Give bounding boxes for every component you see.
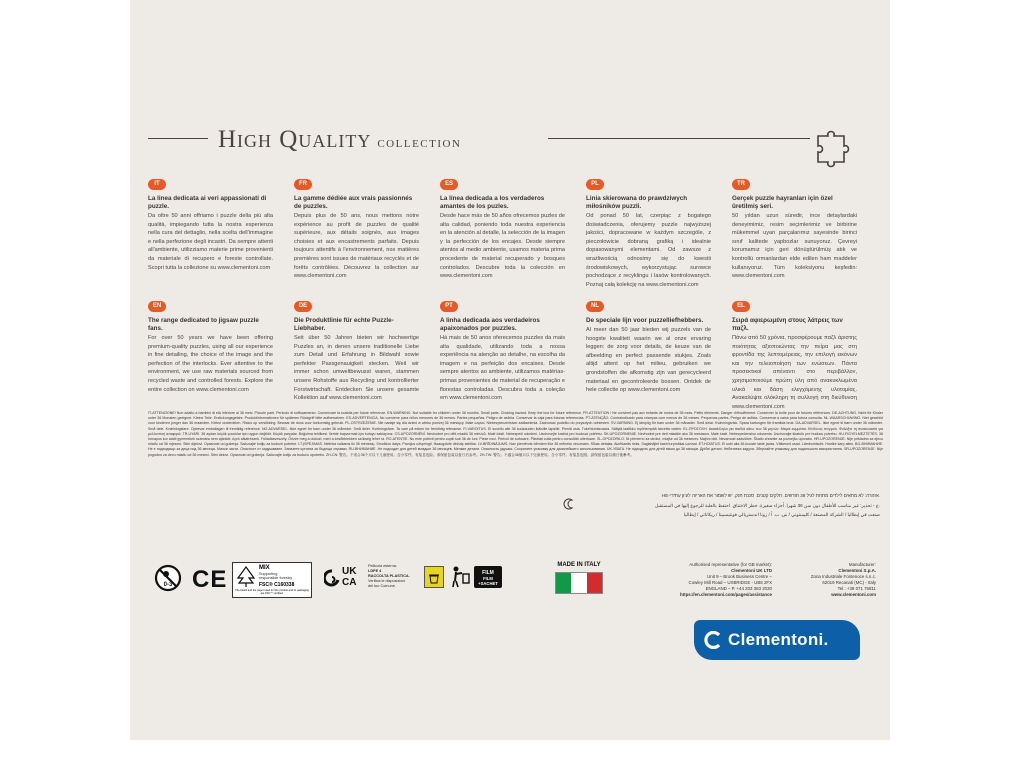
lang-column-el — [732, 294, 857, 411]
lang-body: Al meer dan 50 jaar bieden wij puzzels van de hoogste kwaliteit waarin we al onze ervaring leggen: de zorg voor details, de keuze van de afbeelding en perfect passende stukjes. Zoals altijd attent op het milieu, gebruiken we grondstoffen die afkomstig zijn van gerecycleerd materiaal en gecontroleerde bossen. Ontdek de hele collectie op www.clementoni.com — [586, 327, 711, 394]
lang-body: Há mais de 50 anos oferecemos puzzles da mais alta qualidade, utilizando toda a nossa experiência na atenção ao detalhe, na escolha da imagem e na perfeição dos encaixes. Desde sempre atentos ao ambiente, utilizamos matérias-primas provenientes de material de recuperação e florestas controladas. Descubra toda a coleção em www.clementoni.com — [440, 335, 565, 402]
fsc-line2: responsible forestry — [259, 576, 293, 580]
lang-footer: διεύθυνση www.clementoni.com — [732, 395, 857, 410]
lang-column-tr — [732, 172, 857, 281]
safety-warning-he: HE-אזהרה: לא מתאים לילדים מתחת לגיל 36 חודשים. חלקים קטנים. סכנת חנק. יש לשמור את האריזה לעיון עתידי. — [661, 493, 880, 498]
lang-badge: ES — [440, 179, 458, 190]
lang-footer: gesamte Kollektion auf www.clementoni.com — [294, 386, 419, 402]
lang-heading: La linea dedicata ai veri appassionati di puzzle. — [148, 195, 267, 210]
lang-heading: Gerçek puzzle hayranları için özel üretilmiş seri. — [732, 195, 833, 210]
collection-title — [218, 126, 461, 154]
header-rule-left — [148, 138, 208, 139]
lang-column-de — [294, 294, 419, 403]
rep-line: ENGLAND – P. +44 203 383 2020 — [705, 586, 772, 591]
lang-heading: Σειρά αφιερωμένη στους λάτρεις των παζλ. — [732, 317, 843, 332]
gb-representative — [672, 562, 772, 598]
clementoni-c-icon — [704, 631, 722, 649]
lang-heading: De speciale lijn voor puzzelliefhebbers. — [586, 317, 704, 324]
title-main: High Quality — [218, 126, 372, 153]
made-in-label: MADE IN ITALY — [557, 562, 601, 568]
fsc-title: MIX — [259, 565, 270, 571]
plastic-disposal-note: Pellicola esterna: LDPE 4 RACCOLTA PLASTICA. Verifica le disposizioni del tuo Comune. — [368, 564, 410, 588]
lang-heading: Die Produktlinie für echte Puzzle-Liebhaber. — [294, 317, 394, 332]
lang-footer: Tüm koleksiyonu keşfedin: www.clementoni.com — [732, 264, 858, 280]
lang-column-it — [148, 172, 273, 272]
rep-url: https://en.clementoni.com/pages/assistance — [680, 592, 772, 597]
certification-logos — [154, 562, 614, 598]
rep-line: Cowley Mill Road – UXBRIDGE - UB8 2FX — [688, 580, 772, 585]
lang-footer: Descubra toda a coleção em www.clementoni.com — [440, 386, 565, 402]
lang-body: 50 yıldan uzun süredir, ince detaylardaki deneyimimiz, resim seçimlerimiz ve birbirine mükemmel uyan parçalarımız sayesinde birinci sınıf kalitede yapbozlar sunuyoruz. Çevreyi korumamız için geri dönüştürülmüş atık ve kontrollü ormanlardan elde edilen ham maddeler kullanıyoruz. Tüm koleksiyonu keşfedin: www.clementoni.com — [732, 213, 858, 280]
lang-footer: www.clementoni.com — [627, 387, 681, 394]
lang-heading: La gamme dédiée aux vrais passionnés de puzzles. — [294, 195, 413, 210]
ukca-line1: UK — [342, 566, 357, 577]
ukca-mark — [342, 566, 356, 588]
rep-title: Authorised representative (for GB market): — [689, 562, 772, 567]
fsc-line1: Supporting — [259, 572, 278, 576]
crescent-mark-icon — [563, 498, 575, 510]
mfr-line: Clementoni S.p.A. — [838, 568, 876, 573]
manufacturer-ar: صنعت في إيطاليا / الشركة المصنعة / كليمنتوني / س. ب. أ / زونا اندستريالي فونتيسبينا / ريكاناتي / إيطاليا — [683, 512, 880, 517]
header-rule-right — [548, 138, 810, 139]
lang-badge: DE — [294, 301, 312, 312]
lang-heading: Linia skierowana do prawdziwych miłośników puzzli. — [586, 195, 688, 210]
mfr-line: Zona Industriale Fontenoce s.n.c. — [810, 574, 876, 579]
lang-column-en — [148, 294, 273, 394]
lang-footer: Scopri tutta la collezione su www.clementoni.com — [148, 264, 271, 271]
puzzle-piece-icon — [810, 124, 860, 174]
lang-badge: TR — [732, 179, 750, 190]
lang-heading: La línea dedicada a los verdaderos amantes de los puzles. — [440, 195, 545, 210]
lang-heading: The range dedicated to jigsaw puzzle fans. — [148, 317, 259, 332]
rep-line: Unit 9 – Brook Business Centre – — [707, 574, 772, 579]
lang-column-es — [440, 172, 565, 281]
recycle-loop-icon — [324, 568, 340, 590]
lang-heading: A linha dedicada aos verdadeiros apaixonados por puzzles. — [440, 317, 540, 332]
recycling-bin-icon — [424, 566, 444, 588]
made-in-italy — [548, 562, 610, 594]
lang-column-nl — [586, 294, 711, 395]
lang-column-pl — [586, 172, 711, 289]
lang-badge: PT — [440, 301, 458, 312]
lang-badge: IT — [148, 179, 166, 190]
age-warning-icon — [154, 564, 182, 592]
lang-body: For over 50 years we have been offering premium-quality puzzles, using all our experience in fine detailing, the choice of the image and the perfection of the interlocks. Ever attentive to the environment, we use raw materials sourced from recycled waste and controlled forests. Explore the entire collection on www.clementoni.com — [148, 335, 273, 393]
fsc-tree-icon — [236, 566, 256, 588]
brand-name: Clementoni. — [728, 630, 829, 649]
mfr-title: Manufacturer: — [848, 562, 876, 567]
mfr-line: 62019 Recanati (MC) - Italy — [822, 580, 876, 585]
lang-badge: FR — [294, 179, 312, 190]
lang-badge: NL — [586, 301, 604, 312]
title-sub: collection — [377, 134, 462, 151]
rep-line: Clementoni UK LTD — [731, 568, 772, 573]
mfr-line: Tel.: +39 071 75811 — [837, 586, 876, 591]
svg-text:0-3: 0-3 — [163, 582, 173, 588]
lang-footer: Descubre toda la colección en www.clementoni.com — [440, 264, 565, 280]
lang-body: Da oltre 50 anni offriamo i puzzle della più alta qualità, impiegando tutta la nostra esperienza nella cura del dettaglio, nella scelta dell'immagine e nella perfezione degli incastri. Da sempre attenti all'ambiente, utilizziamo materie prime provenienti da materiale di recupero e foreste controllate. Scopri tutta la collezione su www.clementoni.com — [148, 213, 273, 271]
fsc-note: The board and the paper used for this product and its packaging are FSC™ certified. — [235, 589, 309, 596]
person-bin-icon — [450, 565, 472, 589]
film-sachet-badge — [474, 566, 502, 588]
lang-column-fr — [294, 172, 419, 281]
manufacturer-info — [780, 562, 876, 598]
lang-badge: EL — [732, 301, 750, 312]
mfr-url: www.clementoni.com — [831, 592, 876, 597]
safety-warnings: IT-ATTENZIONE! Non adatto a bambini di età inferiore ai 36 mesi. Piccole parti. Pericolo di soffocamento. Conservare la scatola per future referenze. EN-WARNING. Not suitable for children under 36 months. Small parts. Choking hazard. Keep the box for future reference. FR-ATTENTION ! Ne convient pas aux enfants de moins de 36 mois. Petits éléments. Danger d'étouffement. Conserver la boîte pour de futures références. DE-ACHTUNG. Nicht für Kinder unter 36 Monaten geeignet. Kleine Teile. Erstickungsgefahr. Produktinformationen für späteren Rückgriff bitte aufbewahren. ES-ADVERTENCIA. No conviene para niños menores de 36 meses. Partes pequeñas. Peligro de asfixia. Conservar la caja para futuras referencias. PT-ATENÇÃO. Contraindicado para crianças com menos de 36 meses. Pequenas partes. Perigo de asfixia. Conservar a caixa para futura consulta. NL-WAARSCHUWING. Niet geschikt voor kinderen jonger dan 36 maanden. Kleine onderdelen. Risico op verstikking. Bewaar de doos voor toekomstig gebruik. PL-OSTRZEŻENIE. Nie nadaje się dla dzieci w wieku poniżej 36 miesięcy. Małe części. Niebezpieczeństwo zadławienia. Zachować pudełko do przyszłych odniesień. SV-VARNING. Ej lämplig för barn under 36 månader. Små delar. Kvävningsrisk. Spara kartongen för framtida bruk. DA-ADVARSEL. Ikke egnet til børn under 36 måneder. Små dele. Kvælningsfare. Opbevar emballagen til fremtidig reference. NO-ADVARSEL. Ikke egnet for barn under 36 måneder. Små deler. Kvelningsfare. Ta vare på esken for fremtidig referanse. FI-VAROITUS. Ei sovellu alle 36 kuukauden ikäisille lapsille. Pieniä osia. Tukehtumisvaara. Säilytä laatikko myöhempää tarvetta varten. EL-ΠΡΟΣΟΧΗ. Ακατάλληλο για παιδιά κάτω των 36 μηνών. Μικρά κομμάτια. Κίνδυνος πνιγμού. Φυλάξτε τη συσκευασία για μελλοντική αναφορά. TR-UYARI. 36 aydan küçük çocuklar için uygun değildir. Küçük parçalar. Boğulma tehlikesi. İleride başvurmak için kutuyu saklayınız. CS-UPOZORNĚNÍ. Nevhodné pro děti mladší 36 měsíců. Malé části. Nebezpečí udušení. Uschovejte krabici pro budoucí potřebu. SK-UPOZORNENIE. Nevhodné pre deti mladšie ako 36 mesiacov. Malé časti. Nebezpečenstvo udusenia. Uschovajte škatuľu pre budúcu potrebu. HU-FIGYELMEZTETÉS. 36 hónapos kor alatti gyermekek számára nem ajánlott. Apró alkatrészek. Fulladásveszély. Őrizze meg a dobozt, mert a későbbiekben szükség lehet rá. RO-ATENȚIE. Nu este potrivit pentru copiii sub 36 de luni. Piese mici. Pericol de sufocare. Păstrați cutia pentru consultări ulterioare. SL-OPOZORILO. Ni primerno za otroke, mlajše od 36 mesecev. Majhni deli. Nevarnost zadušitve. Škatlo shranite za poznejšo uporabo. HR-UPOZORENJE. Nije prikladno za djecu mlađu od 36 mjeseci. Sitni dijelovi. Opasnost od gušenja. Sačuvajte kutiju za buduće potrebe. LT-ĮSPĖJIMAS. Netinka vaikams iki 36 mėnesių. Smulkios dalys. Pavojus užspringti. Išsaugokite dėžutę ateičiai. LV-BRĪDINĀJUMS. Nav piemērots bērniem līdz 36 mēnešu vecumam. Sīkas detaļas. Aizrīšanās risks. Saglabājiet kasti turpmākai uzziņai. ET-HOIATUS. Ei sobi alla 36-kuuste laste jaoks. Väikesed osad. Lämbumisoht. Hoidke karp alles. BG-ВНИМАНИЕ. Не е подходящо за деца под 36 месеца. Малки части. Опасност от задушаване. Запазете кутията за бъдещи справки. RU-ВНИМАНИЕ. Не подходит для детей младше 36 месяцев. Мелкие детали. Опасность удушья. Сохраните упаковку для дальнейшего использования. UK-УВАГА. Не підходить для дітей віком до 36 місяців. Дрібні деталі. Небезпека задухи. Зберігайте упаковку для подальшого використання. SR-UPOZORENJE. Nije pogodno za decu mlađu od 36 meseci. Sitni delovi. Opasnost od gušenja. Sačuvajte kutiju za buduću upotrebu. ZH-CN: 警告。不适合36个月以下儿童使用。含小零件。有窒息危险。请保留包装以备日后参考。ZH-TW: 警告。不適合36個月以下兒童使用。含小零件。有窒息危險。請保留包裝以備日後參考。 — [148, 411, 883, 457]
fsc-label — [232, 562, 312, 598]
lang-body: Desde hace más de 50 años ofrecemos puzles de alta calidad, poniendo toda nuestra experiencia en la atención al detalle, la selección de la imagen y la perfección de los encajes. Desde siempre atentos al medio ambiente, usamos materia prima procedente de material recuperado y bosques controlados. Descubre toda la colección en www.clementoni.com — [440, 213, 565, 280]
italy-flag-icon — [555, 572, 603, 594]
lang-column-pt — [440, 294, 565, 403]
lang-badge: EN — [148, 301, 166, 312]
lang-body: Depuis plus de 50 ans, nous mettons notre expérience au profit de puzzles de qualité supérieure, aux détails soignés, aux images choisies et aux encastrements parfaits. Depuis toujours attentifs à l'environnement, nos matières premières sont issues de matériaux recyclés et de forêts contrôlées. Découvrez la collection sur www.clementoni.com — [294, 213, 419, 280]
ukca-line2: CA — [342, 577, 357, 588]
lang-body: Od ponad 50 lat, czerpiąc z bogatego doświadczenia, oferujemy puzzle najwyższej jakości, dopracowane w każdym szczególe, z pieczołowicie dobraną grafiką i idealnie dopasowanymi elementami. Od zawsze z wrażliwością odnosimy się do kwestii środowiskowych, wykorzystując surowce pochodzące z recyklingu i lasów kontrolowanych. Poznaj całą kolekcję na www.clementoni.com — [586, 213, 711, 288]
film-label: FILM — [482, 570, 494, 576]
lang-footer: Découvrez la collection sur www.clementoni.com — [294, 264, 419, 280]
lang-badge: PL — [586, 179, 604, 190]
lang-body: Seit über 50 Jahren bieten wir hochwertige Puzzles an, in denen unsere traditionelle Liebe zum Detail und Erfahrung in Bildwahl sowie perfekter Passgenauigkeit stecken. Weil wir immer schon umweltbewusst waren, stammen unsere Rohstoffe aus Recycling und kontrollierter Forstwirtschaft. Entdecken Sie unsere gesamte Kollektion auf www.clementoni.com — [294, 335, 419, 402]
safety-warning-ar: ع - تحذير: غير مناسب للأطفال دون سن 36 شهرا. أجزاء صغيرة. خطر الاختناق. احتفظ بالعلبة للرجوع إليها في المستقبل. — [654, 503, 880, 508]
fsc-code: FSC® C160338 — [259, 582, 295, 588]
clementoni-logo — [694, 620, 860, 660]
ce-mark: CE — [192, 566, 228, 593]
sachet-label: FILM +SACHET — [478, 576, 498, 586]
lang-footer: www.clementoni.com — [646, 281, 699, 288]
lang-body: Πάνω από 50 χρόνια, προσφέρουμε παζλ άριστης ποιότητας αξιοποιώντας την πείρα μας στη φροντίδα της λεπτομέρειας, την επιλογή εικόνων και την τελειοποίηση των ενώσεων. Πάντα προσεκτικοί απέναντι στο περιβάλλον, χρησιμοποιούμε πρώτη ύλη από ανακυκλωμένα υλικά και δάση ελεγχόμενης υλοτομίας. Ανακαλύψτε ολόκληρη τη συλλογή στη διεύθυνση www.clementoni.com — [732, 335, 857, 410]
lang-footer: Explore the entire collection on www.clementoni.com — [148, 377, 273, 393]
